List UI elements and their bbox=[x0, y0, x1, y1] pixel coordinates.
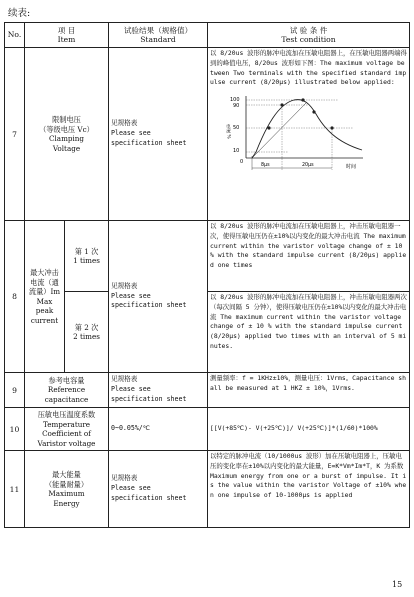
graph-tick-100: 100 bbox=[230, 97, 240, 104]
condition-cell: 以 8/20us 波形的脉冲电流加在压敏电阻器上，冲击压敏电阻器一次，使得压敏电压仍在±10%以内变化的最大冲击电流 The maximum current within the varistor voltage change of ± 10 % with the standard impulse current (8/20μs) applied one times bbox=[208, 221, 410, 292]
standard-cell: 0~0.05%/℃ bbox=[109, 408, 208, 451]
graph-label-20us: 20μs bbox=[302, 163, 314, 169]
continued-label: 续表: bbox=[8, 8, 31, 19]
standard-cell: 见规格表 Please see specification sheet bbox=[109, 48, 208, 221]
table-row bbox=[5, 408, 410, 451]
table-header bbox=[5, 23, 410, 48]
graph-tick-50: 50 bbox=[233, 125, 240, 132]
row-number: 8 bbox=[5, 221, 25, 373]
standard-cell: 见规格表 Please see specification sheet bbox=[109, 451, 208, 528]
item-cell: 最大能量 （能量耐量） Maximum Energy bbox=[25, 451, 109, 528]
item-cell: 参考电容量 Reference capacitance bbox=[25, 373, 109, 408]
row-number: 11 bbox=[5, 451, 25, 528]
item-cell: 限制电压 （等级电压 Vc） Clamping Voltage bbox=[25, 48, 109, 221]
condition-cell: 以特定的脉冲电流（10/1000us 波形）加在压敏电阻器上，压敏电压的变化率在±10%以内变化的最大能量，E=K*Vm*Im*T，K 为系数 Maximum energy from one or a burst of impulse. It is the value within the varistor Voltage of ±10% when one impulse of 10-1000μs is applied bbox=[208, 451, 410, 528]
standard-cell: 见规格表 Please see specification sheet bbox=[109, 373, 208, 408]
graph-ylabel: 电流 % bbox=[225, 124, 231, 139]
row-number: 10 bbox=[5, 408, 25, 451]
row-number: 9 bbox=[5, 373, 25, 408]
condition-cell: 测量频率：f = 1KHz±10%，测量电压：1Vrms。Capacitance shall be measured at 1 HKZ ± 10%，1Vrms. bbox=[208, 373, 410, 408]
condition-cell: 以 8/20us 波形的脉冲电流加在压敏电阻器上，在压敏电阻器两端得到的峰值电压，8/20us 波形如下图：The maximum voltage between Two terminals with the specified standard impulse current (8/20μs) illustrated below applied: 100 90 50 10 0 电流 % 时间 8μs 20μs bbox=[208, 48, 410, 221]
table-row bbox=[5, 221, 410, 292]
graph-label-8us: 8μs bbox=[261, 163, 270, 169]
table-row bbox=[5, 48, 410, 221]
item-cell: 最大冲击 电流（通 流量）Im Max peak current bbox=[25, 221, 65, 373]
table-row bbox=[5, 451, 410, 528]
graph-tick-90: 90 bbox=[233, 103, 240, 110]
graph-xlabel: 时间 bbox=[346, 164, 357, 171]
row-number: 7 bbox=[5, 48, 25, 221]
item-cell: 压敏电压温度系数 Temperature Coefficient of Varistor voltage bbox=[25, 408, 109, 451]
condition-cell: [[V(+85℃)- V(+25℃)]/ V(+25℃)]*(1/60)*100% bbox=[208, 408, 410, 451]
table-row bbox=[5, 292, 410, 373]
impulse-waveform-graph bbox=[225, 92, 368, 174]
header-standard: 试验结果（规格值） Standard bbox=[109, 23, 208, 48]
sub-item-first: 第 1 次 1 times bbox=[65, 221, 109, 292]
standard-cell: 见规格表 Please see specification sheet bbox=[109, 221, 208, 373]
header-item: 项 目 Item bbox=[25, 23, 109, 48]
page-number: 15 bbox=[392, 580, 403, 589]
sub-item-second: 第 2 次 2 times bbox=[65, 292, 109, 373]
condition-cell: 以 8/20us 波形的脉冲电流加在压敏电阻器上，冲击压敏电阻器两次（每次间隔 5 分钟），使得压敏电压仍在±10%以内变化的最大冲击电流 The maximum current within the varistor voltage change of ± 10 % with the standard impulse current (8/20μs) applied two times with an interval of 5 minutes. bbox=[208, 292, 410, 373]
header-condition: 试 验 条 件 Test condition bbox=[208, 23, 410, 48]
table-row bbox=[5, 373, 410, 408]
test-condition-table bbox=[4, 22, 410, 528]
graph-tick-0: 0 bbox=[240, 159, 244, 166]
graph-tick-10: 10 bbox=[233, 148, 240, 155]
header-no: No. bbox=[5, 23, 25, 48]
